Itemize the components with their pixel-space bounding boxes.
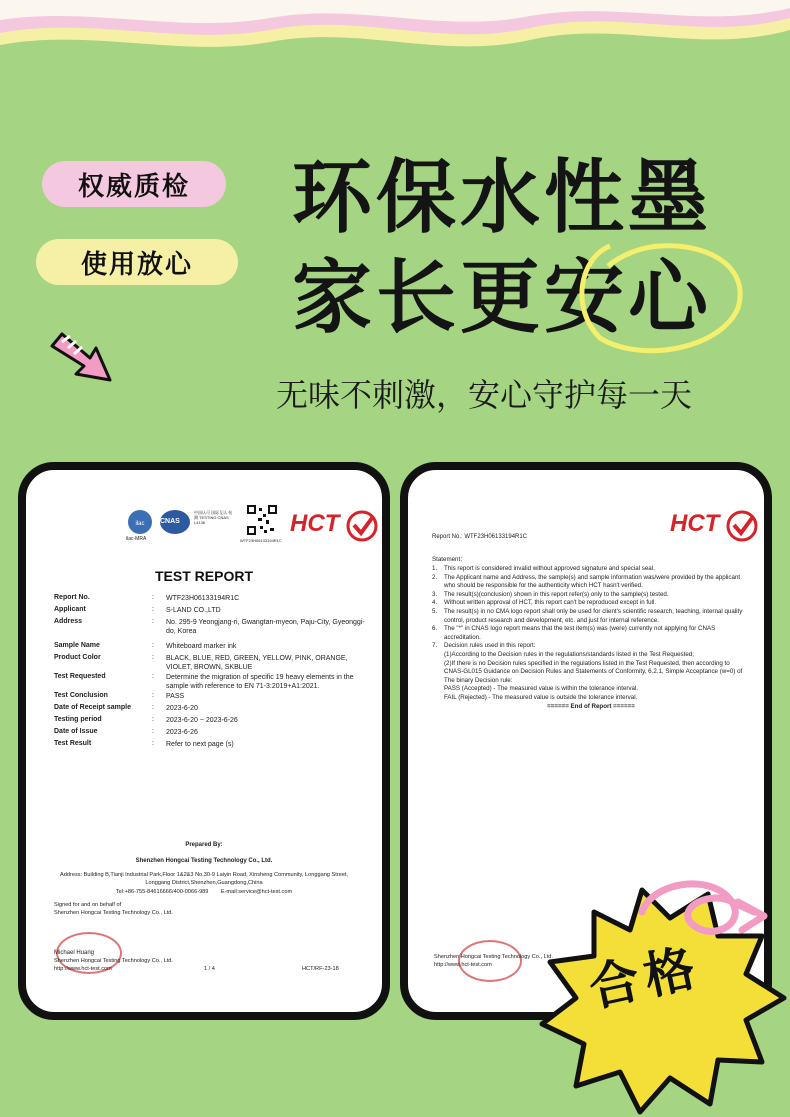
decision-rule: FAIL (Rejected) - The measured value is outside the tolerance interval. [444,693,638,701]
cnas-sub: 中国认可 国际互认 检测 TESTING CNAS L4136 [194,510,233,525]
statement-number: 6. [432,625,438,633]
badge-assured [36,239,238,285]
field-colon: : [152,740,154,747]
qr-code-icon [246,504,278,536]
field-label: Applicant [54,606,86,613]
form-number: HCT/RF-23-18 [302,966,339,972]
statement-number: 5. [432,607,438,615]
ilac-logo-icon [126,508,154,536]
hct-logo-2: HCT [670,510,720,537]
headline-line2: 家长更安心 [292,251,712,344]
field-label: Date of Receipt sample [54,704,132,711]
statement-item [432,608,750,625]
company-name: Shenzhen Hongcai Testing Technology Co., Ltd. [135,858,273,864]
field-label: Test Conclusion [54,692,108,699]
field-label: Report No. [54,594,90,601]
statement-number: 1. [432,565,438,572]
statement-item [432,565,750,574]
statement-number: 3. [432,590,438,598]
check-seal-icon [726,510,758,542]
field-colon: : [152,606,154,613]
ilac-label: ilac-MRA [126,536,147,542]
statement-text: This report is considered invalid without approved signature and special seal. [444,565,655,572]
field-value: S-LAND CO.,LTD [166,607,221,614]
subtitle: 无味不刺激，安心守护每一天 [276,376,693,414]
field-label: Date of Issue [54,728,98,735]
field-value: Whiteboard marker ink [166,643,237,650]
field-colon: : [152,704,154,711]
field-colon: : [152,673,154,680]
statement-text: The result(s) in no CMA logo report shall only be used for client's scientific research, teaching, internal quality control, product research and development, etc. and just for internal reference. [444,607,743,624]
statement-number: 4. [432,599,438,607]
footer-company-2: Shenzhen Hongcai Testing Technology Co., Ltd. [434,954,553,960]
website: http://www.hct-test.com [54,966,112,972]
statement-number: 7. [432,642,438,650]
top-wave-decoration [0,0,790,70]
field-colon: : [152,654,154,661]
field-label: Address [54,618,83,625]
field-value: 2023-6-20 ~ 2023-6-26 [166,717,238,724]
statement-number: 2. [432,573,438,581]
field-colon: : [152,728,154,735]
badge-assured-label: 使用放心 [80,249,193,280]
company-address: Address: Building B,Tianji Industrial Park,Floor 1&2&3 No.30-9 Laiyin Road, Xinsheng Community, Longgang Street, Longgang District,Shenzhen,Guangdong,China [60,872,348,886]
field-label: Sample Name [54,642,100,649]
statement-item [432,599,750,608]
footer-company: Shenzhen Hongcai Testing Technology Co., Ltd. [54,958,173,964]
badge-quality [42,161,226,207]
field-value: BLACK, BLUE, RED, GREEN, YELLOW, PINK, ORANGE, VIOLET, BROWN, SKBLUE [166,655,348,671]
website-2: http://www.hct-test.com [434,962,492,968]
statement-text: Decision rules used in this report: [444,642,536,650]
field-value: PASS [166,693,185,700]
field-colon: : [152,618,154,625]
check-seal-icon [346,510,378,542]
report-title: TEST REPORT [154,568,253,584]
statement-text: The Applicant name and Address, the sample(s) and sample information was/were provided by the applicant who should be responsible for the authenticity which HCT hasn't verified. [444,573,741,590]
hct-logo: HCT [290,510,340,537]
statement-item [432,574,750,591]
statement-item [432,625,750,642]
red-seal-stamp [458,940,522,982]
signed-for: Signed for and on behalf of [54,902,122,908]
field-value: Determine the migration of specific 19 heavy elements in the sample with reference to EN 71-3:2019+A1:2021. [166,674,354,690]
field-label: Test Requested [54,673,106,680]
statement-item [432,642,750,651]
field-label: Product Color [54,654,101,661]
statement-text: Without written approval of HCT, this report can't be reproduced except in full. [444,599,657,607]
field-label: Test Result [54,740,92,747]
headline-line1: 环保水性墨 [292,151,712,244]
field-colon: : [152,692,154,699]
decision-rule: PASS (Accepted) - The measured value is within the tolerance interval. [444,685,639,693]
statement-item [432,591,750,600]
decision-rule: (1)According to the Decision rules in the regulations/standards listed in the Test Requested; [444,650,694,658]
pink-arrow-icon [48,328,118,386]
highlight-circle [570,238,750,358]
field-colon: : [152,594,154,601]
field-label: Testing period [54,716,102,723]
page-number: 1 / 4 [204,966,215,972]
statement-title: Statement： [432,556,467,563]
report-page-1 [18,462,390,1020]
field-value: No. 295-9 Yeongjang-ri, Gwangtan-myeon, Paju-City, Gyeonggi-do, Korea [166,619,365,635]
signed-company: Shenzhen Hongcai Testing Technology Co., Ltd. [54,910,173,916]
company-contact: Tel:+86-755-84616666/400-0066-989 E-mail:service@hct-test.com [115,889,293,895]
field-value: 2023-6-20 [166,705,198,712]
field-value: WTF23H06133194R1C [166,595,240,602]
field-value: Refer to next page (s) [166,741,234,748]
field-colon: : [152,716,154,723]
report-number: Report No.: WTF23H06133194R1C [432,534,528,540]
field-value: 2023-6-26 [166,729,198,736]
badge-quality-label: 权威质检 [77,171,190,202]
field-colon: : [152,642,154,649]
svg-text:ilac: ilac [135,521,145,527]
qr-caption: WTF23H06133194R1C [240,538,282,543]
end-of-report: ====== End of Report ====== [547,702,635,710]
statement-text: The result(s)(conclusion) shown in this report refer(s) only to the sample(s) tested. [444,590,669,598]
statement-text: The "*" in CNAS logo report means that the test item(s) was (were) currently not applying for CNAS accreditation. [444,625,716,641]
decision-rule: (2)If there is no Decision rules specified in the regulations listed in the Test Requested, then according to CNAS-GL015 Guidance on Decision Rules and Statements of Conformity, 6.2.1, Simple Acceptance (w=0) of The binary Decision rule: [444,659,743,684]
statement-list [432,565,750,711]
prepared-by: Prepared By: [185,842,223,848]
signer-name: Michael Huang [54,950,95,956]
pass-label: 合格 [584,937,706,1018]
cnas-label: CNAS [160,518,180,525]
